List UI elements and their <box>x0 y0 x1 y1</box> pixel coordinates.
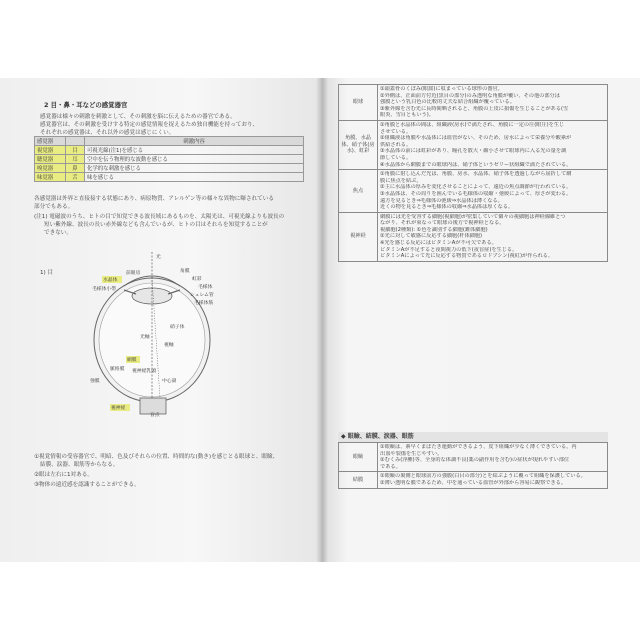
bottom-line: 結膜、涙器、眼筋等からなる。 <box>40 462 119 468</box>
row-line: である。 <box>380 463 401 470</box>
sense-organ-table <box>34 136 304 182</box>
table-row <box>35 173 304 182</box>
eyelid-table <box>338 442 608 489</box>
row-line: させている。 <box>380 128 412 135</box>
row-line: 近くの物を見るとき⇒毛様体の収縮⇒水晶体は厚くなる。 <box>380 204 514 211</box>
table-cell: 可視光線(注1)を感じる <box>85 146 304 155</box>
eye-label-retina: 網膜 <box>127 358 137 363</box>
eye-label-vitreous: 硝子体 <box>170 325 185 330</box>
eye-label-sclera: 強膜 <box>90 379 100 384</box>
table-cell: 空中を伝う物理的な波動を感じる <box>85 155 304 164</box>
intro-line: 感覚器は様々の刺激を刺激として、その刺激を脳に伝えるための器官である。 <box>40 114 236 120</box>
row-head: 結膜 <box>339 472 378 488</box>
row-line: ②組織液は角膜や水晶体には血管がない、そのため、房水によって栄養分や酸素が <box>380 135 572 142</box>
intro-line: 感覚器官は、その刺激を受けする特定の感覚情報を捉えるため独自機能を持っており、 <box>40 122 259 128</box>
row-line: ②外側は、正面前方付近(黒目の部分)のみ透明な角膜が覆い、その他の部分は <box>380 92 560 99</box>
table-cell: 鼻 <box>66 164 85 173</box>
row-head: 角膜、水晶体、硝子体(房水)、虹彩 <box>339 120 378 169</box>
eye-label-light: 光 <box>156 255 161 260</box>
row-line: ①角膜と水晶体の間は、組織液(房水)で満たされ、角膜に一定の圧(眼圧)を生じ <box>380 121 565 128</box>
eye-label-optic-nerve: 視神経 <box>111 406 126 411</box>
row-line: ③水晶体の前には虹彩があり、瞳孔を散大・縮小させて眼球内に入る光の量を調 <box>380 148 567 155</box>
row-line: ビタミンAによって光に反応する物質であるロドプシン(視紅)が作られる。 <box>380 253 554 260</box>
row-line: 網膜には光を受容する細胞(視細胞)が密集していて個々の視細胞は神経線維とつ <box>380 213 566 220</box>
row-line: ビタミンAが不足すると夜間視力の低下(夜盲症)を生じる。 <box>380 246 518 253</box>
row-body <box>378 120 608 169</box>
row-line: ②薄い透明な膜であるため、中を通っている血管が外部から容易に観察できる。 <box>380 479 567 486</box>
intro-line: それぞれの感覚器は、それ以外の感覚は感じにくい。 <box>40 130 175 136</box>
table-row <box>339 120 608 169</box>
note-line: 部分でもある。 <box>34 204 74 210</box>
eye-label-blind-spot: 盲点 <box>150 413 160 418</box>
row-body <box>378 170 608 213</box>
subsection-label: 1) 目 <box>40 270 54 276</box>
row-line: ②主に水晶体の厚みを変化させることによって、遠近の焦点調節が行われている。 <box>380 184 572 191</box>
eye-label-visual-axis: 視軸 <box>164 343 174 348</box>
note-line: 短い紫外線、波長の長い赤外線なども含んでいるが、ヒトの目はそれらを知覚することが <box>44 222 268 228</box>
table-cell: 化学的な刺激を感じる <box>85 164 304 173</box>
eye-label-iris: 虹彩 <box>192 277 202 282</box>
eye-label-optic-disc: 視神経乳頭 <box>132 369 156 374</box>
row-line: ②光に対して敏感に反応する細胞(杆体細胞) <box>380 233 483 240</box>
note-line: できない。 <box>44 230 72 236</box>
eye-label-fovea: 中心窩 <box>162 379 177 384</box>
table-row <box>35 146 304 155</box>
row-line: ④水晶体から網膜までの眼球内は、硝子体というゼリー状組織で満たされている。 <box>380 161 572 168</box>
eye-label-ciliary-zonule: 毛様体小帯 <box>92 287 116 292</box>
eye-label-ciliary-body: 毛様体 <box>198 285 213 290</box>
row-line: ※光を感じる反応にはビタミンAが不可欠である。 <box>380 240 497 247</box>
table-header-row <box>35 137 304 146</box>
eye-label-schlemm: シュレム管 <box>190 293 214 298</box>
row-line: ①眼瞼の裏側と眼球前方の強膜(白目の部分)とを結ぶように覆って組織を保護している。 <box>380 473 586 480</box>
table-cell: 味を感じる <box>85 173 304 182</box>
row-head: 視神経 <box>339 212 378 261</box>
row-line: ③紫外線を含む光に長時間晒されると、角膜の上皮に損傷を生じることがある(雪 <box>380 105 569 112</box>
eye-label-anterior: 前眼房 <box>126 271 141 276</box>
row-line: 強膜という乳白色の比較的丈夫な結合組織が覆っている。 <box>380 99 515 106</box>
table-row <box>339 472 608 488</box>
row-body <box>378 472 608 488</box>
row-line: ①角膜に射し込んだ光は、角膜、房水、水晶体、硝子体を透過しながら屈折して網 <box>380 171 572 178</box>
table-cell: 耳 <box>66 155 85 164</box>
row-body <box>378 212 608 261</box>
table-cell: 舌 <box>66 173 85 182</box>
table-cell: 味覚器 <box>35 173 66 182</box>
row-line: ながり、それが束なって眼球の後方で視神経となる。 <box>380 220 505 227</box>
optic-nerve-shape <box>140 398 166 414</box>
eye-label-optic-axis: 光軸 <box>140 335 150 340</box>
row-line: 節している。 <box>380 154 412 161</box>
row-head: 眼瞼 <box>339 443 378 472</box>
table-row <box>339 443 608 472</box>
row-body <box>378 85 608 121</box>
table-row <box>339 85 608 121</box>
table-header: 感覚器 <box>35 137 66 146</box>
row-line: 眼炎、雪目ともいう)。 <box>380 112 434 119</box>
bottom-line: ②眼は左右に1対ある。 <box>34 472 93 478</box>
eye-label-crystalline: 水晶体 <box>103 278 118 283</box>
row-line: 出血や裂傷を生じやすい。 <box>380 450 443 457</box>
table-header <box>66 137 85 146</box>
table-cell: 嗅覚器 <box>35 164 66 173</box>
book-gutter <box>316 78 328 562</box>
note-line: 各感覚器は外界と直接接する状態にあり、病原物質、アレルゲン等の様々な異物に曝されている <box>34 196 274 202</box>
section2-title: ◆ 眼瞼、結膜、涙器、眼筋 <box>338 432 608 442</box>
table-row <box>339 212 608 261</box>
row-line: 視細胞(2種類): ①色を識別する細胞(錐体細胞) <box>380 226 488 233</box>
eye-diagram <box>80 248 240 418</box>
eye-label-cornea: 角膜 <box>180 269 190 274</box>
section-heading: 2 目・鼻・耳などの感覚器官 <box>44 101 128 109</box>
row-line: 供給される。 <box>380 141 412 148</box>
table-row <box>35 164 304 173</box>
table-header: 刺激内容 <box>85 137 304 146</box>
row-line: 膜に焦点を結ぶ。 <box>380 177 422 184</box>
eye-label-choroid: 脈絡膜 <box>110 367 125 372</box>
row-body <box>378 443 608 472</box>
eye-structure-table <box>338 84 608 262</box>
row-line: ①眼瞼は、素早くまばたき運動ができるよう、皮下組織が少なく薄くできている。内 <box>380 444 577 450</box>
table-cell: 聴覚器 <box>35 155 66 164</box>
note-line: (注1) 電磁波のうち、ヒトの目で知覚できる波長域にあるものを、太陽光は、可視光線よりも波長の <box>34 214 285 220</box>
bottom-line: ③物体の遠近感を認識することができる。 <box>34 482 140 488</box>
table-row <box>35 155 304 164</box>
eye-label-ciliary-muscle: 毛様体筋 <box>194 301 214 306</box>
row-line: ②むくみ(浮腫)等、全身的な体調不良(薬の副作用を含む)の症状が現れやすい部位 <box>380 457 570 464</box>
row-head: 眼球 <box>339 85 378 121</box>
row-line: ③水晶体は、その周りを囲んでいる毛様体の収縮・弛緩によって、厚さが変わる。 <box>380 190 572 197</box>
table-cell: 目 <box>66 146 85 155</box>
row-line: ①頭蓋骨のくぼみ(眼窩)に収まっている球形の器官。 <box>380 86 503 92</box>
bottom-line: ①視覚情報の受容器官で、明暗、色及びそれらの位置、時間的な(動き)を感じとる眼球と、眼瞼、 <box>34 454 279 460</box>
table-cell: 視覚器 <box>35 146 66 155</box>
row-line: 遠方を見るとき⇒毛様体の弛緩⇒水晶体は薄くなる。 <box>380 197 503 204</box>
row-head: 焦点 <box>339 170 378 213</box>
table-row <box>339 170 608 213</box>
